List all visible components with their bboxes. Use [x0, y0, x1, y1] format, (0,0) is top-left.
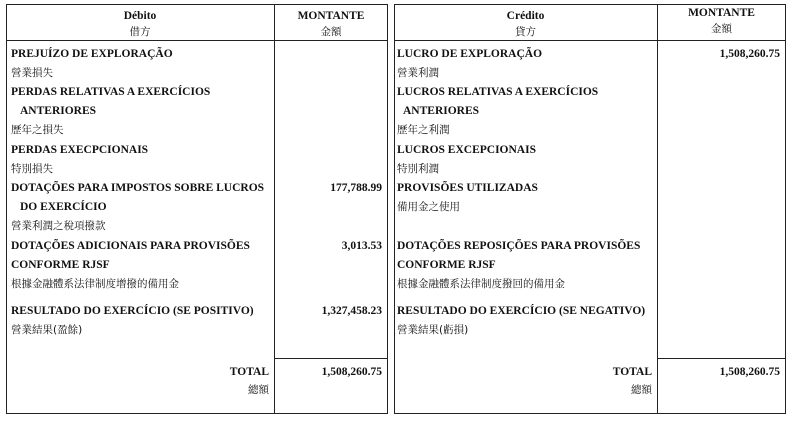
credit-header-divider: [394, 40, 786, 41]
credit-total-divider: [657, 358, 786, 359]
credit-amount-divider: [657, 4, 658, 414]
debit-header-zh: 借方: [129, 26, 151, 38]
debit-row-6-amount: 1,327,458.23: [321, 305, 382, 317]
debit-row-4-label-cont: DO EXERCÍCIO: [20, 201, 107, 213]
debit-total-label: TOTAL: [229, 366, 269, 378]
debit-row-5-label-cont: CONFORME RJSF: [11, 259, 110, 271]
credit-amount-header: MONTANTE: [688, 7, 755, 19]
debit-row-3-label: PERDAS EXECPCIONAIS: [11, 144, 149, 156]
credit-row-2-zh: 歷年之利潤: [397, 124, 450, 136]
credit-row-3-label: LUCROS EXCEPCIONAIS: [397, 144, 536, 156]
credit-header-zh: 貸方: [515, 26, 536, 38]
debit-amount-divider: [274, 4, 275, 414]
debit-row-4-amount: 177,788.99: [330, 182, 382, 194]
credit-amount-header-zh: 金額: [711, 23, 732, 35]
credit-row-2-label: LUCROS RELATIVAS A EXERCÍCIOS: [397, 86, 599, 98]
profit-and-loss-table: [6, 4, 791, 418]
credit-row-5-zh: 根據金融體系法律制度撥回的備用金: [397, 278, 565, 290]
debit-row-4-zh: 營業利潤之稅項撥款: [11, 220, 106, 232]
credit-total-label: TOTAL: [612, 366, 652, 378]
debit-row-2-label-cont: ANTERIORES: [20, 105, 97, 117]
debit-amount-header-zh: 金額: [320, 26, 342, 38]
debit-total-label-zh: 總額: [248, 384, 269, 396]
debit-total-amount: 1,508,260.75: [321, 366, 382, 378]
debit-row-2-label: PERDAS RELATIVAS A EXERCÍCIOS: [11, 86, 211, 98]
debit-row-5-amount: 3,013.53: [341, 240, 382, 252]
debit-row-3-zh: 特別損失: [11, 163, 53, 175]
credit-row-6-zh: 營業結果(虧損): [397, 324, 469, 336]
credit-row-5-label: DOTAÇÕES REPOSIÇÕES PARA PROVISÕES: [397, 240, 641, 252]
debit-amount-header: MONTANTE: [297, 10, 365, 22]
debit-header-divider: [6, 40, 388, 41]
debit-row-6-zh: 營業結果(盈餘): [11, 324, 83, 336]
credit-row-1-amount: 1,508,260.75: [719, 48, 780, 60]
debit-row-1-label: PREJUÍZO DE EXPLORAÇÃO: [11, 48, 173, 60]
credit-row-5-label-cont: CONFORME RJSF: [397, 259, 496, 271]
debit-row-5-zh: 根據金融體系法律制度增撥的備用金: [11, 278, 179, 290]
debit-row-4-label: DOTAÇÕES PARA IMPOSTOS SOBRE LUCROS: [11, 182, 265, 194]
credit-total-amount: 1,508,260.75: [719, 366, 780, 378]
debit-row-2-zh: 歷年之損失: [11, 124, 64, 136]
credit-row-4-label: PROVISÕES UTILIZADAS: [397, 182, 538, 194]
credit-row-1-label: LUCRO DE EXPLORAÇÃO: [397, 48, 543, 60]
debit-total-divider: [274, 358, 388, 359]
credit-row-3-zh: 特別利潤: [397, 163, 439, 175]
debit-header: Débito: [123, 10, 157, 22]
debit-row-5-label: DOTAÇÕES ADICIONAIS PARA PROVISÕES: [11, 240, 250, 252]
credit-row-6-label: RESULTADO DO EXERCÍCIO (SE NEGATIVO): [397, 305, 646, 317]
credit-row-4-zh: 備用金之使用: [397, 201, 460, 213]
debit-row-1-zh: 營業損失: [11, 67, 53, 79]
debit-row-6-label: RESULTADO DO EXERCÍCIO (SE POSITIVO): [11, 305, 254, 317]
credit-row-2-label-cont: ANTERIORES: [403, 105, 480, 117]
credit-header: Crédito: [506, 10, 545, 22]
credit-total-label-zh: 總額: [631, 384, 652, 396]
credit-row-1-zh: 營業利潤: [397, 67, 439, 79]
